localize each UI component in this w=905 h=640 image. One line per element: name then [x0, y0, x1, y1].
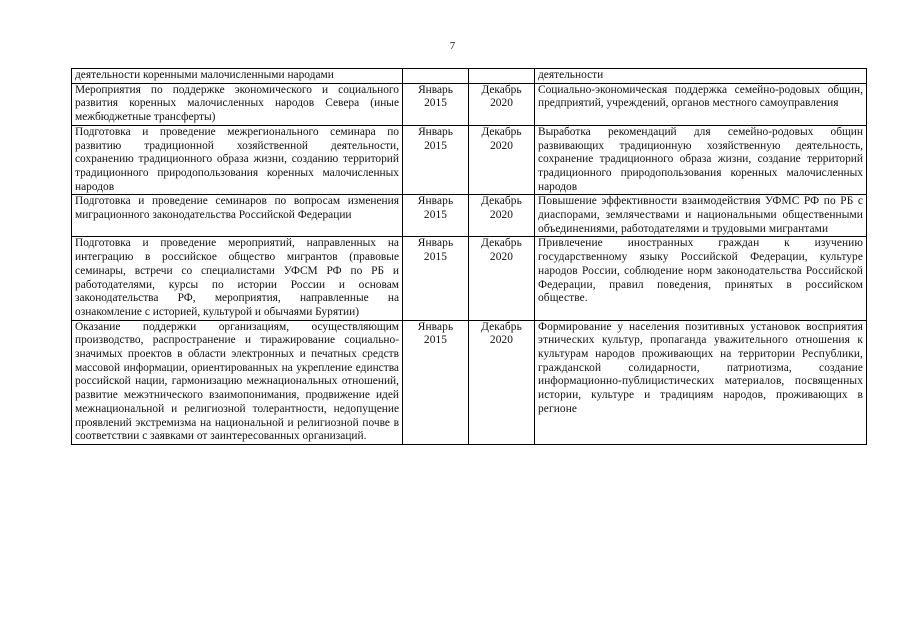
end-date-cell [469, 320, 535, 444]
end-year: 2020 [489, 334, 514, 347]
end-year: 2020 [490, 139, 513, 152]
result-cell: Привлечение иностранных граждан к изучению государственному языку Российской Федерации, культуре народов России, соблюдение норм законодательства Российской Федерации, правил поведения, принятых в российском обществе. [535, 237, 867, 320]
start-year: 2015 [424, 97, 447, 110]
start-date-cell [403, 237, 469, 320]
start-month: Январь [417, 320, 454, 333]
start-date-cell [403, 125, 469, 195]
table-row [72, 320, 867, 444]
action-cell: Оказание поддержки организациям, осуществляющим производство, распространение и тиражирование социально-значимых проектов в области электронных и печатных средств массовой информации, ориентированных на укрепление единства российской нации, гармонизацию межнациональных отношений, развитие межэтнического взаимопонимания, продвижение идей межнациональной и религиозной толерантности, недопущение проявлений экстремизма на национальной и религиозной почве в соответствии с заявками от заинтересованных организаций. [72, 320, 403, 444]
start-date-cell [403, 195, 469, 237]
start-month: Январь [418, 125, 453, 138]
result-cell: Выработка рекомендаций для семейно-родовых общин развивающих традиционную хозяйственную деятельность, сохранение традиционного образа жизни, создание территорий традиционного природопользования коренных малочисленных народов [535, 125, 867, 195]
start-month: Январь [417, 237, 454, 250]
table-row [72, 125, 867, 195]
table-row [72, 83, 867, 125]
result-cell: Повышение эффективности взаимодействия УФМС РФ по РБ с диаспорами, землячествами и национальными общественными объединениями, работодателями и трудовыми мигрантами [535, 195, 867, 237]
result-cell: Социально-экономическая поддержка семейно-родовых общин, предприятий, учреждений, органов местного самоуправления [535, 83, 867, 125]
start-year: 2015 [424, 139, 447, 152]
end-month: Декабрь [481, 83, 522, 96]
start-month: Январь [418, 83, 453, 96]
end-date-cell [469, 83, 535, 125]
end-year: 2020 [489, 251, 514, 264]
end-year: 2020 [490, 97, 513, 110]
end-month: Декабрь [481, 125, 522, 138]
table-row [72, 237, 867, 320]
end-date-cell [469, 195, 535, 237]
start-year: 2015 [423, 209, 448, 222]
start-year: 2015 [423, 251, 448, 264]
action-cell: Мероприятия по поддержке экономического и социального развития коренных малочисленных народов Севера (иные межбюджетные трансферты) [72, 83, 403, 125]
start-date-cell [403, 83, 469, 125]
result-cell: деятельности [535, 69, 867, 84]
end-date-cell [469, 69, 535, 84]
result-cell: Формирование у населения позитивных установок восприятия этнических культур, пропаганда уважительного отношения к культурам народов проживающих на территории Республики, гражданской солидарности, патриотизма, создание информационно-публицистических материалов, посвященных истории, культуре и традициям народов, проживающих в регионе [535, 320, 867, 444]
action-cell: Подготовка и проведение мероприятий, направленных на интеграцию в российское общество мигрантов (правовые семинары, встречи со специалистами УФСМ РФ по РБ и работодателями, курсы по истории России и основам законодательства РФ, мероприятия, направленные на ознакомление с историей, культурой и обычаями Бурятии) [72, 237, 403, 320]
action-cell: деятельности коренными малочисленными народами [72, 69, 403, 84]
end-month: Декабрь [481, 237, 522, 250]
end-month: Декабрь [481, 195, 522, 208]
action-cell: Подготовка и проведение семинаров по вопросам изменения миграционного законодательства Российской Федерации [72, 195, 403, 237]
table-row [72, 69, 867, 84]
start-date-cell [403, 320, 469, 444]
end-date-cell [469, 237, 535, 320]
start-month: Январь [417, 195, 454, 208]
start-year: 2015 [423, 334, 448, 347]
action-cell: Подготовка и проведение межрегионального семинара по развитию традиционной хозяйственной деятельности, сохранению традиционного образа жизни, созданию территорий традиционного природопользования коренных малочисленных народов [72, 125, 403, 195]
page-number: 7 [449, 40, 456, 52]
action-plan-table [71, 68, 867, 445]
end-date-cell [469, 125, 535, 195]
start-date-cell [403, 69, 469, 84]
end-month: Декабрь [481, 320, 522, 333]
table-row [72, 195, 867, 237]
end-year: 2020 [489, 209, 514, 222]
